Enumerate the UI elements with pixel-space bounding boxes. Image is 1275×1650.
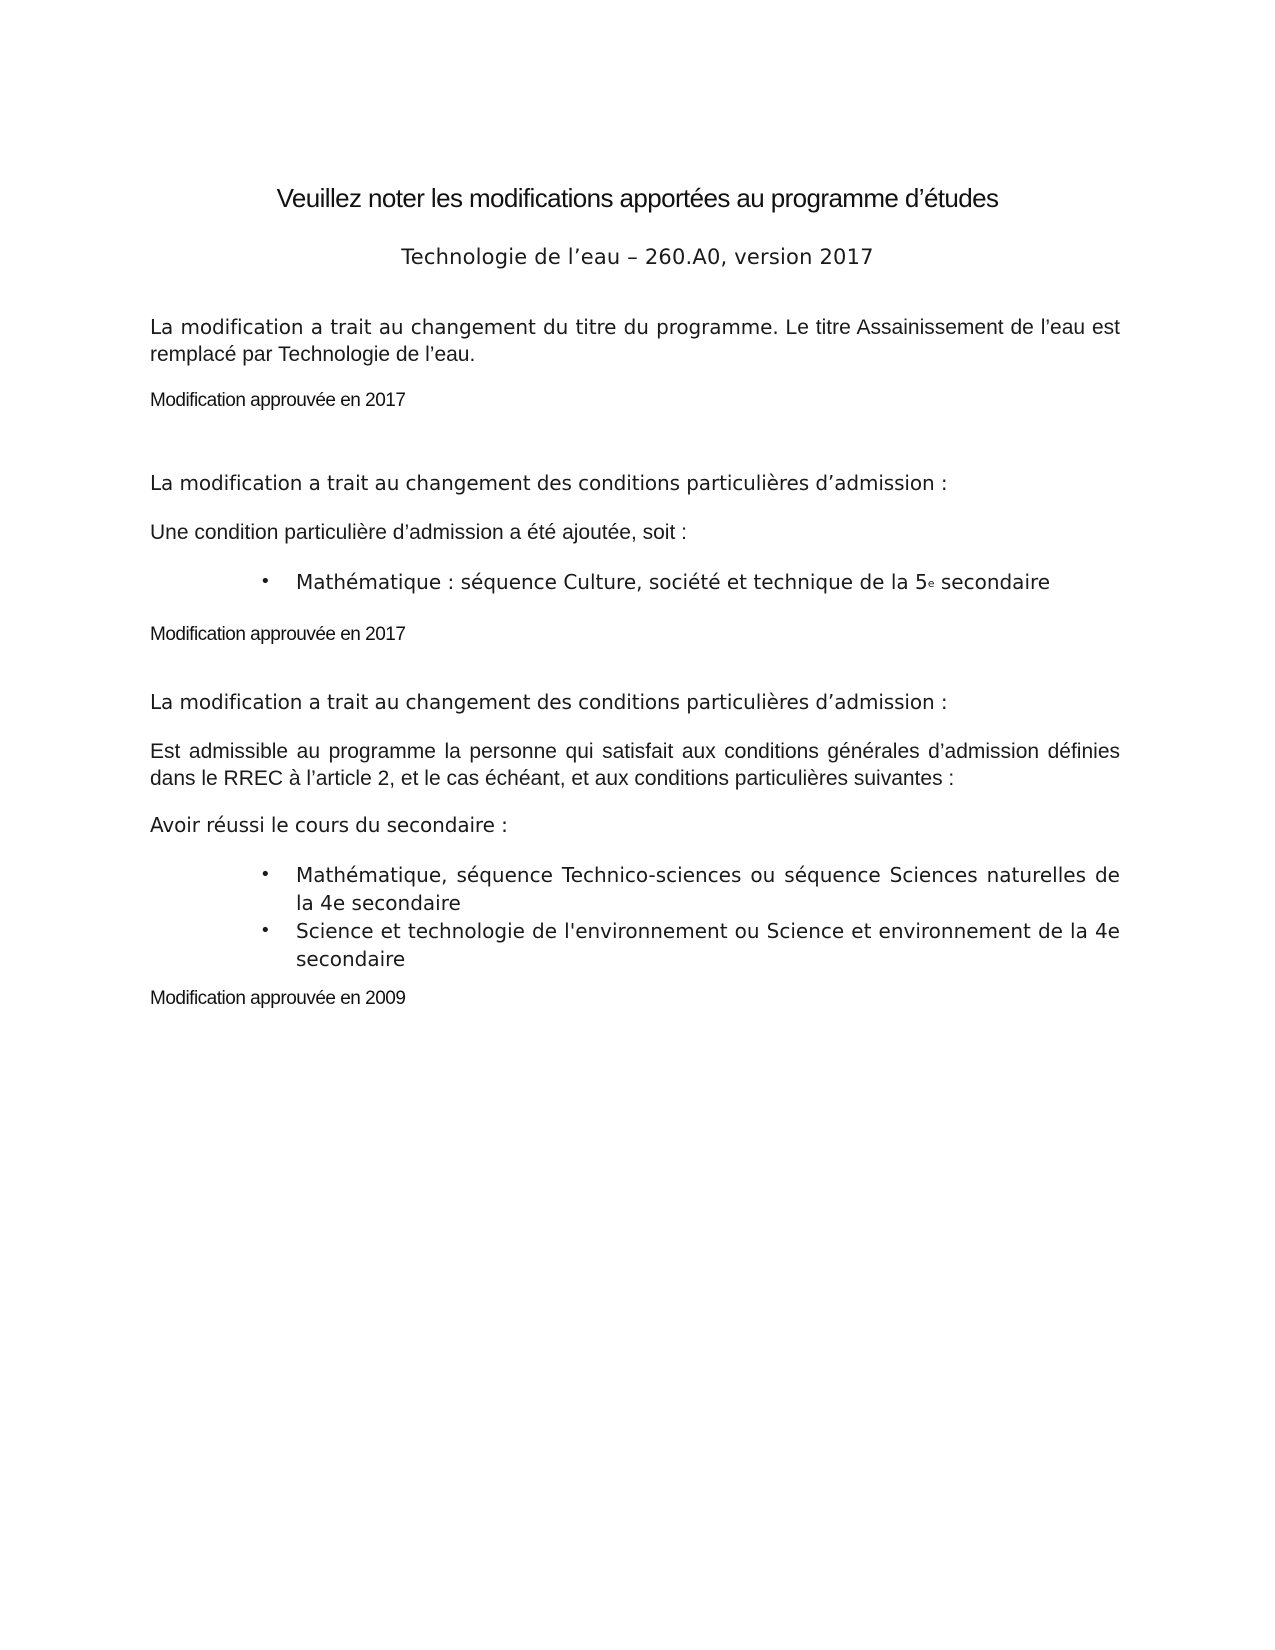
section2-intro: Une condition particulière d’admission a été ajoutée, soit : — [150, 521, 687, 544]
section2-approval-note: Modification approuvée en 2017 — [150, 624, 406, 645]
section2-bullet-text: Mathématique : séquence Culture, société et technique de la 5 — [296, 570, 928, 594]
section2-heading: La modification a trait au changement des conditions particulières d’admission : — [150, 471, 948, 495]
page-title: Veuillez noter les modifications apportées au programme d’études — [276, 183, 999, 213]
section1-text-part2: Le titre Assainissement de l’eau est remplacé par Technologie de l’eau. — [150, 316, 1121, 366]
section3-heading: La modification a trait au changement des conditions particulières d’admission : — [150, 690, 948, 714]
bullet-icon: • — [260, 920, 271, 941]
section1-text-part1: La modification a trait au changement du titre du programme. — [150, 315, 779, 339]
section3-lead: Avoir réussi le cours du secondaire : — [150, 813, 508, 837]
bullet-icon: • — [260, 571, 271, 592]
section3-bullet-item — [258, 917, 1120, 973]
section2-bullet-list — [258, 568, 1120, 596]
section2-bullet-text-after: secondaire — [934, 570, 1051, 594]
program-subtitle: Technologie de l’eau – 260.A0, version 2017 — [401, 245, 874, 269]
superscript-e: e — [927, 577, 935, 590]
section3-bullet-list — [258, 861, 1120, 973]
bullet-icon: • — [260, 864, 271, 885]
section3-bullet-item — [258, 861, 1120, 917]
section3-bullet-text: Science et technologie de l'environnement ou Science et environnement de la 4e secondaire — [296, 919, 1120, 971]
section3-intro: Est admissible au programme la personne qui satisfait aux conditions générales d’admission définies dans le RREC à l’article 2, et le cas échéant, et aux conditions particulières suivantes : — [150, 740, 1120, 790]
section1-approval-note: Modification approuvée en 2017 — [150, 390, 406, 411]
section3-approval-note: Modification approuvée en 2009 — [150, 988, 406, 1009]
section2-bullet-item — [258, 568, 1120, 596]
section1-paragraph — [150, 314, 1120, 368]
section3-bullet-text: Mathématique, séquence Technico-sciences ou séquence Sciences naturelles de la 4e secondaire — [296, 863, 1120, 915]
